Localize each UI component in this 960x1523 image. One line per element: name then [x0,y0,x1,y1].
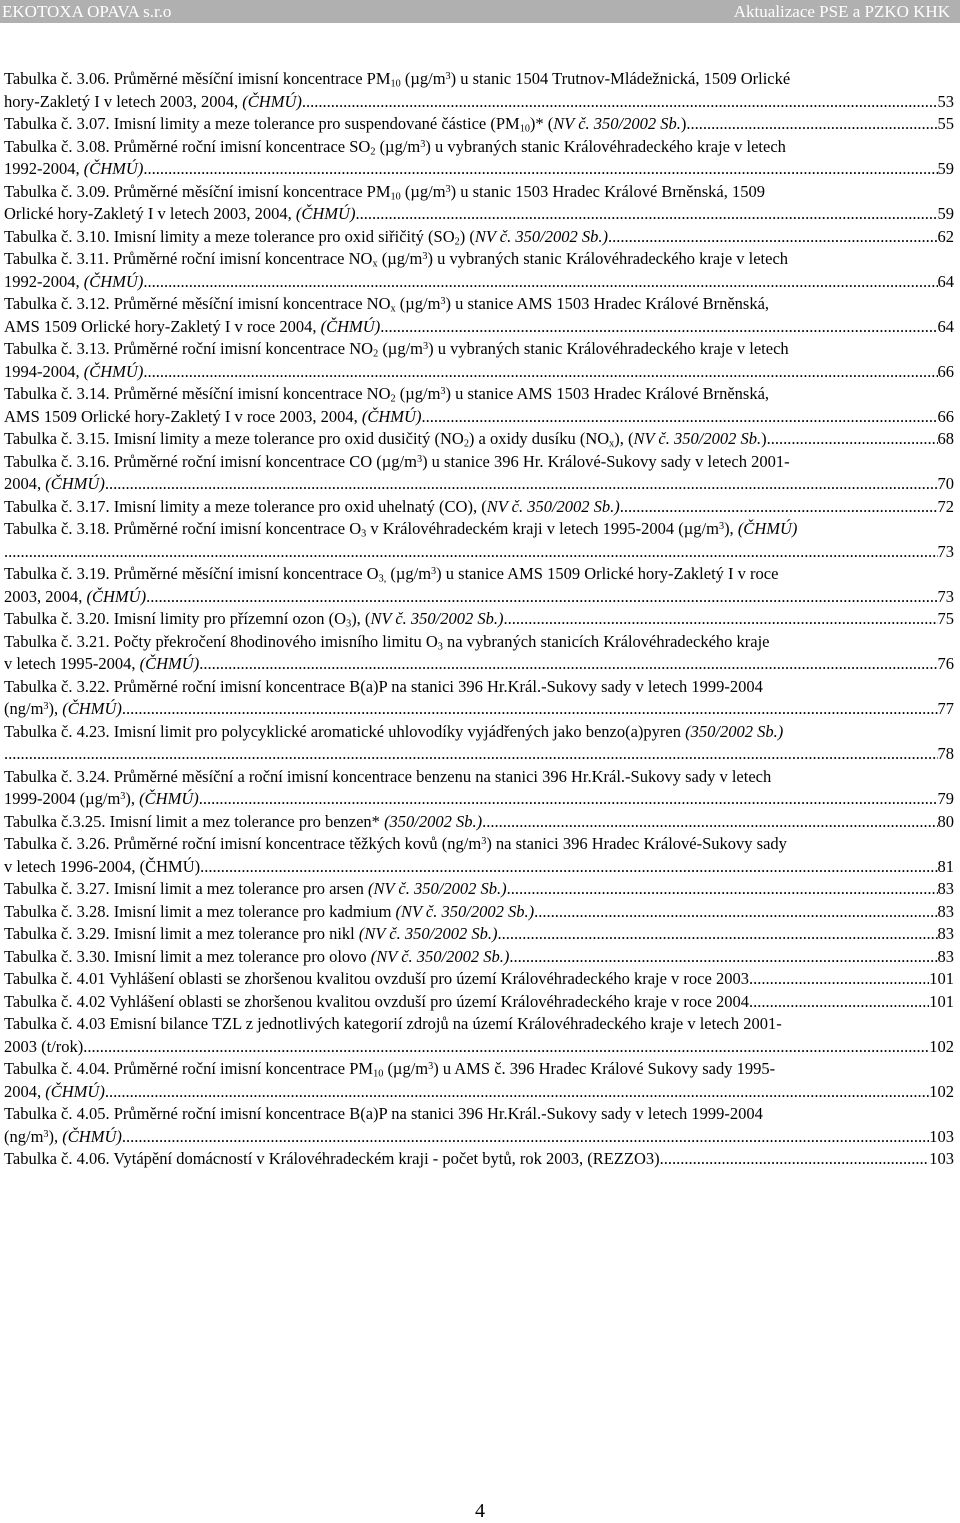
toc-page-number: 80 [937,811,954,831]
toc-page-number: 83 [937,879,954,898]
toc-entry-text: AMS 1509 Orlické hory-Zakletý I v roce 2003, 2004, (ČHMÚ) [4,406,422,426]
toc-page-number: 78 [937,744,954,763]
toc-entry[interactable] [4,113,954,136]
toc-page-number: 64 [937,271,954,291]
toc-entry[interactable] [4,721,954,766]
toc-page-number: 102 [929,1081,954,1101]
toc-entry-text: Tabulka č. 3.20. Imisní limity pro přízemní ozon $(O_3)$, (NV č. 350/2002 Sb.) [4,609,504,630]
toc-entry[interactable] [4,338,954,383]
toc-entry-text: Tabulka č. 3.12. Průměrné měsíční imisní koncentrace $NO_x$ $(\mu g/m^3)$ u stanice AMS 1503 Hradec Králové Brněnská, [4,294,770,315]
table-of-tables [4,68,954,1171]
toc-page-number: 55 [937,114,954,133]
toc-page-number: 64 [937,316,954,336]
toc-entry[interactable] [4,766,954,811]
toc-entry-text: Tabulka č. 4.06. Vytápění domácností v Královéhradeckém kraji - počet bytů, rok 2003, (REZZO3) [4,1149,660,1168]
dot-leader [686,113,937,136]
toc-entry[interactable] [4,991,954,1014]
toc-entry-text: $(ng/m^3)$, (ČHMÚ) [4,1126,122,1146]
toc-entry[interactable] [4,1103,954,1148]
dot-leader [421,406,937,429]
toc-entry-text: Tabulka č. 3.14. Průměrné měsíční imisní koncentrace $NO_2$ $(\mu g/m^3)$ u stanice AMS 1503 Hradec Králové Brněnská, [4,384,770,405]
toc-entry-text: Orlické hory-Zakletý I v letech 2003, 2004, (ČHMÚ) [4,204,356,223]
dot-leader [302,91,938,114]
header-document-title: Aktualizace PSE a PZKO KHK [733,2,950,21]
toc-page-number: 102 [929,1036,954,1056]
toc-entry-text: Tabulka č. 3.06. Průměrné měsíční imisní koncentrace $PM_{10}$ $(\mu g/m^3)$ u stanic 1504 Trutnov-Mládežnická, 1509 Orlické [4,69,791,90]
toc-page-number: 73 [937,586,954,606]
toc-entry[interactable] [4,496,954,519]
toc-entry-text: 2004, (ČHMÚ) [4,1081,105,1101]
toc-entry[interactable] [4,68,954,113]
dot-leader [504,608,938,631]
toc-entry[interactable] [4,1058,954,1103]
dot-leader [122,1126,929,1149]
toc-entry[interactable] [4,383,954,428]
dot-leader [767,428,938,451]
toc-entry-text: Tabulka č. 3.07. Imisní limity a meze tolerance pro suspendované částice $(PM_{10})*$ (NV č. 350/2002 Sb.) [4,114,687,135]
toc-entry[interactable] [4,518,954,563]
toc-entry-text: Tabulka č. 3.26. Průměrné roční imisní koncentrace těžkých kovů $(ng/m^3)$ na stanici 396 Hradec Králové-Sukovy sady [4,834,787,853]
dot-leader [199,653,937,676]
toc-entry-text: Tabulka č. 3.30. Imisní limit a mez tolerance pro olovo (NV č. 350/2002 Sb.) [4,946,510,966]
dot-leader [83,1036,929,1059]
dot-leader [507,878,938,901]
toc-page-number: 83 [937,924,954,943]
toc-page-number: 66 [937,406,954,426]
toc-entry-text: $(ng/m^3)$, (ČHMÚ) [4,699,122,718]
dot-leader [509,946,937,969]
toc-entry-text: Tabulka č. 3.18. Průměrné roční imisní koncentrace $O_3$ v Královéhradeckém kraji v letech 1995-2004 $(\mu g/m^3)$, (ČHMÚ) [4,519,798,540]
toc-entry-text: 1994-2004, (ČHMÚ) [4,361,144,381]
dot-leader [482,811,937,834]
toc-page-number: 103 [929,1149,954,1168]
toc-entry-text: 2003, 2004, (ČHMÚ) [4,586,147,606]
toc-page-number: 76 [937,654,954,673]
dot-leader [355,203,937,226]
toc-entry[interactable] [4,1013,954,1058]
dot-leader [105,473,938,496]
toc-entry-text: Tabulka č. 4.05. Průměrné roční imisní koncentrace B(a)P na stanici 396 Hr.Král.-Sukovy sady v letech 1999-2004 [4,1104,763,1123]
header-company: EKOTOXA OPAVA s.r.o [2,2,172,21]
dot-leader [143,361,937,384]
toc-entry-text: Tabulka č. 3.10. Imisní limity a meze tolerance pro oxid siřičitý $(SO_2)$ (NV č. 350/2002 Sb.) [4,226,608,247]
toc-page-number: 103 [929,1126,954,1146]
toc-entry-text: Tabulka č. 3.19. Průměrné měsíční imisní koncentrace $O_{3,}$ $(\mu g/m^3)$ u stanice AMS 1509 Orlické hory-Zakletý I v roce [4,564,779,585]
dot-leader [749,991,929,1014]
toc-page-number: 101 [929,991,954,1011]
toc-page-number: 79 [937,789,954,808]
toc-page-number: 73 [937,541,954,561]
toc-page-number: 77 [937,699,954,718]
toc-page-number: 59 [937,204,954,223]
toc-entry[interactable] [4,248,954,293]
toc-entry[interactable] [4,631,954,676]
dot-leader [122,698,938,721]
dot-leader [146,586,937,609]
toc-entry-text: Tabulka č. 3.15. Imisní limity a meze tolerance pro oxid dusičitý $(NO_2)$ a oxidy dusíku $(NO_x)$, (NV č. 350/2002 Sb.) [4,429,767,450]
toc-entry-text: Tabulka č. 4.23. Imisní limit pro polycyklické aromatické uhlovodíky vyjádřených jako benzo(a)pyren (350/2002 Sb.) [4,721,784,741]
toc-entry-text: 2004, (ČHMÚ) [4,474,105,493]
toc-entry-text: Tabulka č. 3.27. Imisní limit a mez tolerance pro arsen (NV č. 350/2002 Sb.) [4,879,507,898]
toc-entry[interactable] [4,1148,954,1171]
toc-page-number: 72 [937,496,954,516]
toc-page-number: 83 [937,901,954,921]
toc-entry-text: Tabulka č. 3.21. Počty překročení 8hodinového imisního limitu $O_3$ na vybraných stanicích Královéhradeckého kraje [4,631,770,652]
toc-entry[interactable] [4,968,954,991]
toc-entry-text: Tabulka č. 3.22. Průměrné roční imisní koncentrace B(a)P na stanici 396 Hr.Král.-Sukovy sady v letech 1999-2004 [4,676,763,696]
dot-leader [143,158,937,181]
toc-entry-text: Tabulka č. 3.24. Průměrné měsíční a roční imisní koncentrace benzenu na stanici 396 Hr.Král.-Sukovy sady v letech [4,766,772,786]
toc-entry-text: AMS 1509 Orlické hory-Zakletý I v roce 2004, (ČHMÚ) [4,316,381,336]
toc-entry[interactable] [4,878,954,901]
toc-page-number: 81 [937,856,954,876]
dot-leader [143,271,937,294]
toc-entry[interactable] [4,181,954,226]
toc-entry[interactable] [4,608,954,631]
toc-page-number: 70 [937,474,954,493]
toc-entry-text: v letech 1996-2004, (ČHMÚ) [4,856,201,876]
toc-page-number: 83 [937,946,954,966]
toc-entry-text: Tabulka č. 3.08. Průměrné roční imisní koncentrace $SO_2$ $(\mu g/m^3)$ u vybraných stanic Královéhradeckého kraje v letech [4,136,786,157]
toc-entry-text: 1992-2004, (ČHMÚ) [4,159,144,178]
toc-entry[interactable] [4,811,954,834]
toc-entry[interactable] [4,676,954,721]
toc-entry-text: Tabulka č. 3.28. Imisní limit a mez tolerance pro kadmium (NV č. 350/2002 Sb.) [4,901,535,921]
toc-entry-text: 2003 (t/rok) [4,1036,84,1056]
toc-page-number: 53 [937,91,954,111]
toc-entry[interactable] [4,428,954,451]
dot-leader [4,743,938,766]
toc-entry[interactable] [4,563,954,608]
toc-entry-text: Tabulka č. 4.01 Vyhlášení oblasti se zhoršenou kvalitou ovzduší pro území Královéhradeckého kraje v roce 2003 [4,969,749,988]
toc-page-number: 75 [937,609,954,628]
dot-leader [200,856,937,879]
dot-leader [749,968,929,991]
running-header [0,0,960,23]
toc-entry-text: Tabulka č. 3.09. Průměrné měsíční imisní koncentrace $PM_{10}$ $(\mu g/m^3)$ u stanic 1503 Hradec Králové Brněnská, 1509 [4,181,765,202]
toc-entry-text: Tabulka č. 3.11. Průměrné roční imisní koncentrace $NO_x$ $(\mu g/m^3)$ u vybraných stanic Královéhradeckého kraje v letech [4,249,789,270]
toc-entry-text: Tabulka č. 3.29. Imisní limit a mez tolerance pro nikl (NV č. 350/2002 Sb.) [4,924,498,943]
dot-leader [608,226,938,249]
toc-entry-text: Tabulka č. 4.04. Průměrné roční imisní koncentrace $PM_{10}$ $(\mu g/m^3)$ u AMS č. 396 Hradec Králové Sukovy sady 1995- [4,1059,776,1080]
toc-entry[interactable] [4,923,954,946]
dot-leader [199,788,938,811]
dot-leader [105,1081,929,1104]
toc-page-number: 101 [929,969,954,988]
toc-entry[interactable] [4,136,954,181]
toc-page-number: 66 [937,361,954,381]
toc-entry-text: 1999-2004 $(\mu g/m^3)$, (ČHMÚ) [4,789,199,808]
toc-entry-text: 1992-2004, (ČHMÚ) [4,271,144,291]
toc-entry-text: Tabulka č. 3.17. Imisní limity a meze tolerance pro oxid uhelnatý (CO), (NV č. 350/2002 Sb.) [4,496,620,516]
dot-leader [534,901,937,924]
toc-page-number: 62 [937,226,954,246]
toc-entry[interactable] [4,226,954,249]
toc-entry[interactable] [4,451,954,496]
toc-entry[interactable] [4,946,954,969]
toc-entry[interactable] [4,293,954,338]
toc-entry-text: Tabulka č.3.25. Imisní limit a mez tolerance pro benzen* (350/2002 Sb.) [4,811,483,831]
dot-leader [620,496,938,519]
toc-entry[interactable] [4,901,954,924]
toc-entry-text: v letech 1995-2004, (ČHMÚ) [4,654,200,673]
toc-entry-text: Tabulka č. 3.13. Průměrné roční imisní koncentrace $NO_2$ $(\mu g/m^3)$ u vybraných stanic Královéhradeckého kraje v letech [4,339,789,360]
toc-page-number: 59 [937,159,954,178]
toc-entry-text: Tabulka č. 3.16. Průměrné roční imisní koncentrace CO $(\mu g/m^3)$ u stanice 396 Hr. Králové-Sukovy sady v letech 2001- [4,451,790,471]
dot-leader [660,1148,930,1171]
toc-entry[interactable] [4,833,954,878]
dot-leader [380,316,937,339]
dot-leader [4,541,938,564]
toc-entry-text: hory-Zakletý I v letech 2003, 2004, (ČHMÚ) [4,91,302,111]
toc-page-number: 68 [937,429,954,448]
page-number: 4 [475,1500,485,1522]
dot-leader [497,923,937,946]
toc-entry-text: Tabulka č. 4.03 Emisní bilance TZL z jednotlivých kategorií zdrojů na území Královéhradeckého kraje v letech 2001- [4,1014,782,1033]
toc-entry-text: Tabulka č. 4.02 Vyhlášení oblasti se zhoršenou kvalitou ovzduší pro území Královéhradeckého kraje v roce 2004 [4,991,749,1011]
